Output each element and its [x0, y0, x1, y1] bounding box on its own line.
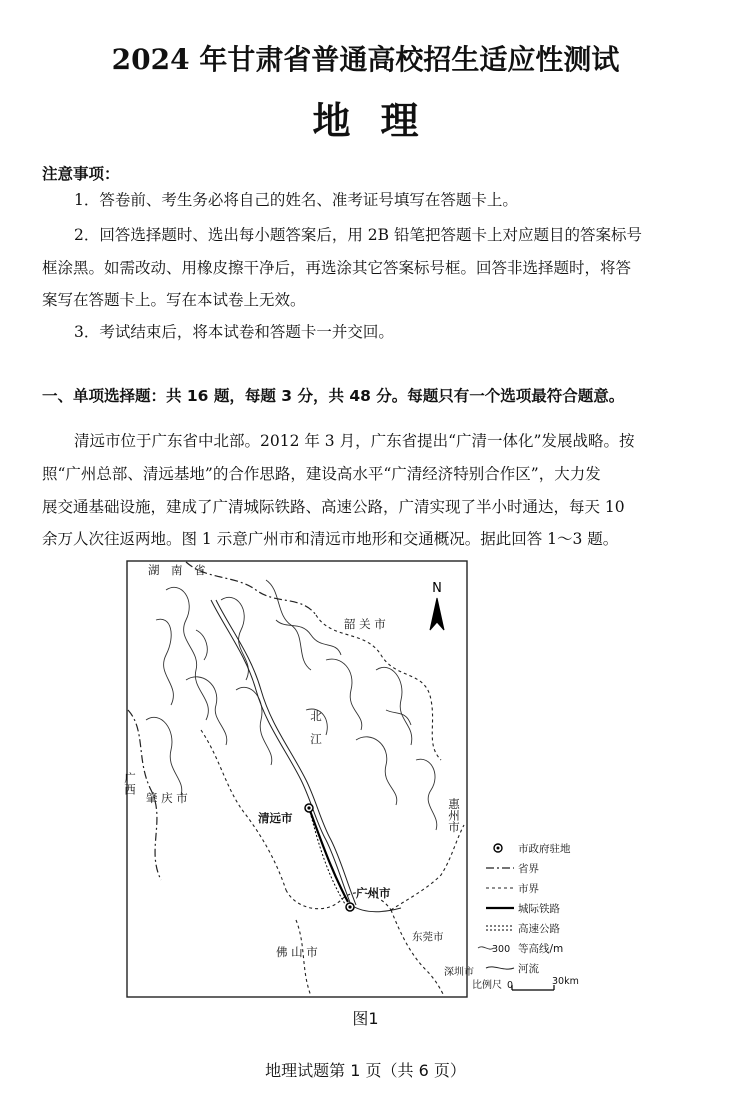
legend-railway: 城际铁路	[518, 903, 560, 915]
subject-title: 地理	[312, 98, 449, 143]
notice-line-5: 3．考试结束后，将本试卷和答题卡一并交回。	[74, 323, 394, 341]
svg-text:N: N	[432, 581, 442, 596]
legend-contour-value: 300	[492, 944, 511, 955]
notice-line-1: 1．答卷前、考生务必将自己的姓名、准考证号填写在答题卡上。	[74, 191, 518, 209]
legend-contour: 等高线/m	[518, 943, 564, 955]
province-boundary-north	[186, 562, 316, 615]
passage-line-4: 余万人次往返两地。图 1 示意广州市和清远市地形和交通概况。据此回答 1～3 题。	[42, 530, 619, 548]
label-dongguan: 东莞市	[412, 931, 444, 943]
terrain-transport-map	[123, 560, 598, 1000]
label-guangzhou: 广州市	[356, 886, 391, 900]
legend-scale-label: 比例尺	[472, 980, 502, 991]
page-footer: 地理试题第 1 页（共 6 页）	[265, 1061, 466, 1080]
map-svg	[123, 560, 598, 1000]
legend-scale-zero: 0	[507, 980, 514, 991]
label-foshan: 佛 山 市	[276, 945, 318, 959]
legend-expressway: 高速公路	[518, 923, 560, 935]
label-beijiang: 北 江	[309, 710, 323, 745]
north-arrow	[430, 581, 444, 630]
figure-caption: 图1	[352, 1009, 379, 1028]
notice-line-3: 框涂黑。如需改动、用橡皮擦干净后，再选涂其它答案标号框。回答非选择题时，将答	[42, 259, 632, 277]
notice-heading: 注意事项：	[42, 165, 120, 183]
section-heading: 一、单项选择题：共 16 题，每题 3 分，共 48 分。每题只有一个选项最符合题意。	[42, 387, 625, 405]
contour-lines	[146, 580, 437, 830]
legend-city-seat: 市政府驻地	[518, 843, 571, 855]
label-guangxi: 广西	[123, 772, 137, 795]
intercity-railway	[309, 808, 348, 902]
label-shaoguan: 韶 关 市	[344, 617, 386, 631]
exam-title: 2024 年甘肃省普通高校招生适应性测试	[111, 43, 620, 76]
legend-city-boundary: 市界	[518, 883, 539, 895]
notice-line-4: 案写在答题卡上。写在本试卷上无效。	[42, 291, 306, 309]
label-shenzhen: 深圳市	[444, 967, 474, 978]
label-qingyuan: 清远市	[258, 811, 293, 825]
label-huizhou: 惠州市	[447, 798, 461, 833]
map-legend	[472, 842, 579, 991]
legend-province-boundary: 省界	[518, 863, 539, 875]
passage-line-1: 清远市位于广东省中北部。2012 年 3 月，广东省提出“广清一体化”发展战略。按	[74, 432, 635, 450]
label-hunan: 湖 南 省	[148, 563, 206, 577]
passage-line-3: 展交通基础设施，建成了广清城际铁路、高速公路，广清实现了半小时通达，每天 10	[42, 498, 625, 516]
passage-line-2: 照“广州总部、清远基地”的合作思路，建设高水平“广清经济特别合作区”，大力发	[42, 465, 601, 483]
legend-river: 河流	[518, 963, 539, 975]
label-zhaoqing: 肇 庆 市	[146, 791, 188, 805]
notice-line-2: 2．回答选择题时、选出每小题答案后，用 2B 铅笔把答题卡上对应题目的答案标号	[74, 226, 642, 244]
legend-scale-value: 30km	[552, 976, 579, 987]
